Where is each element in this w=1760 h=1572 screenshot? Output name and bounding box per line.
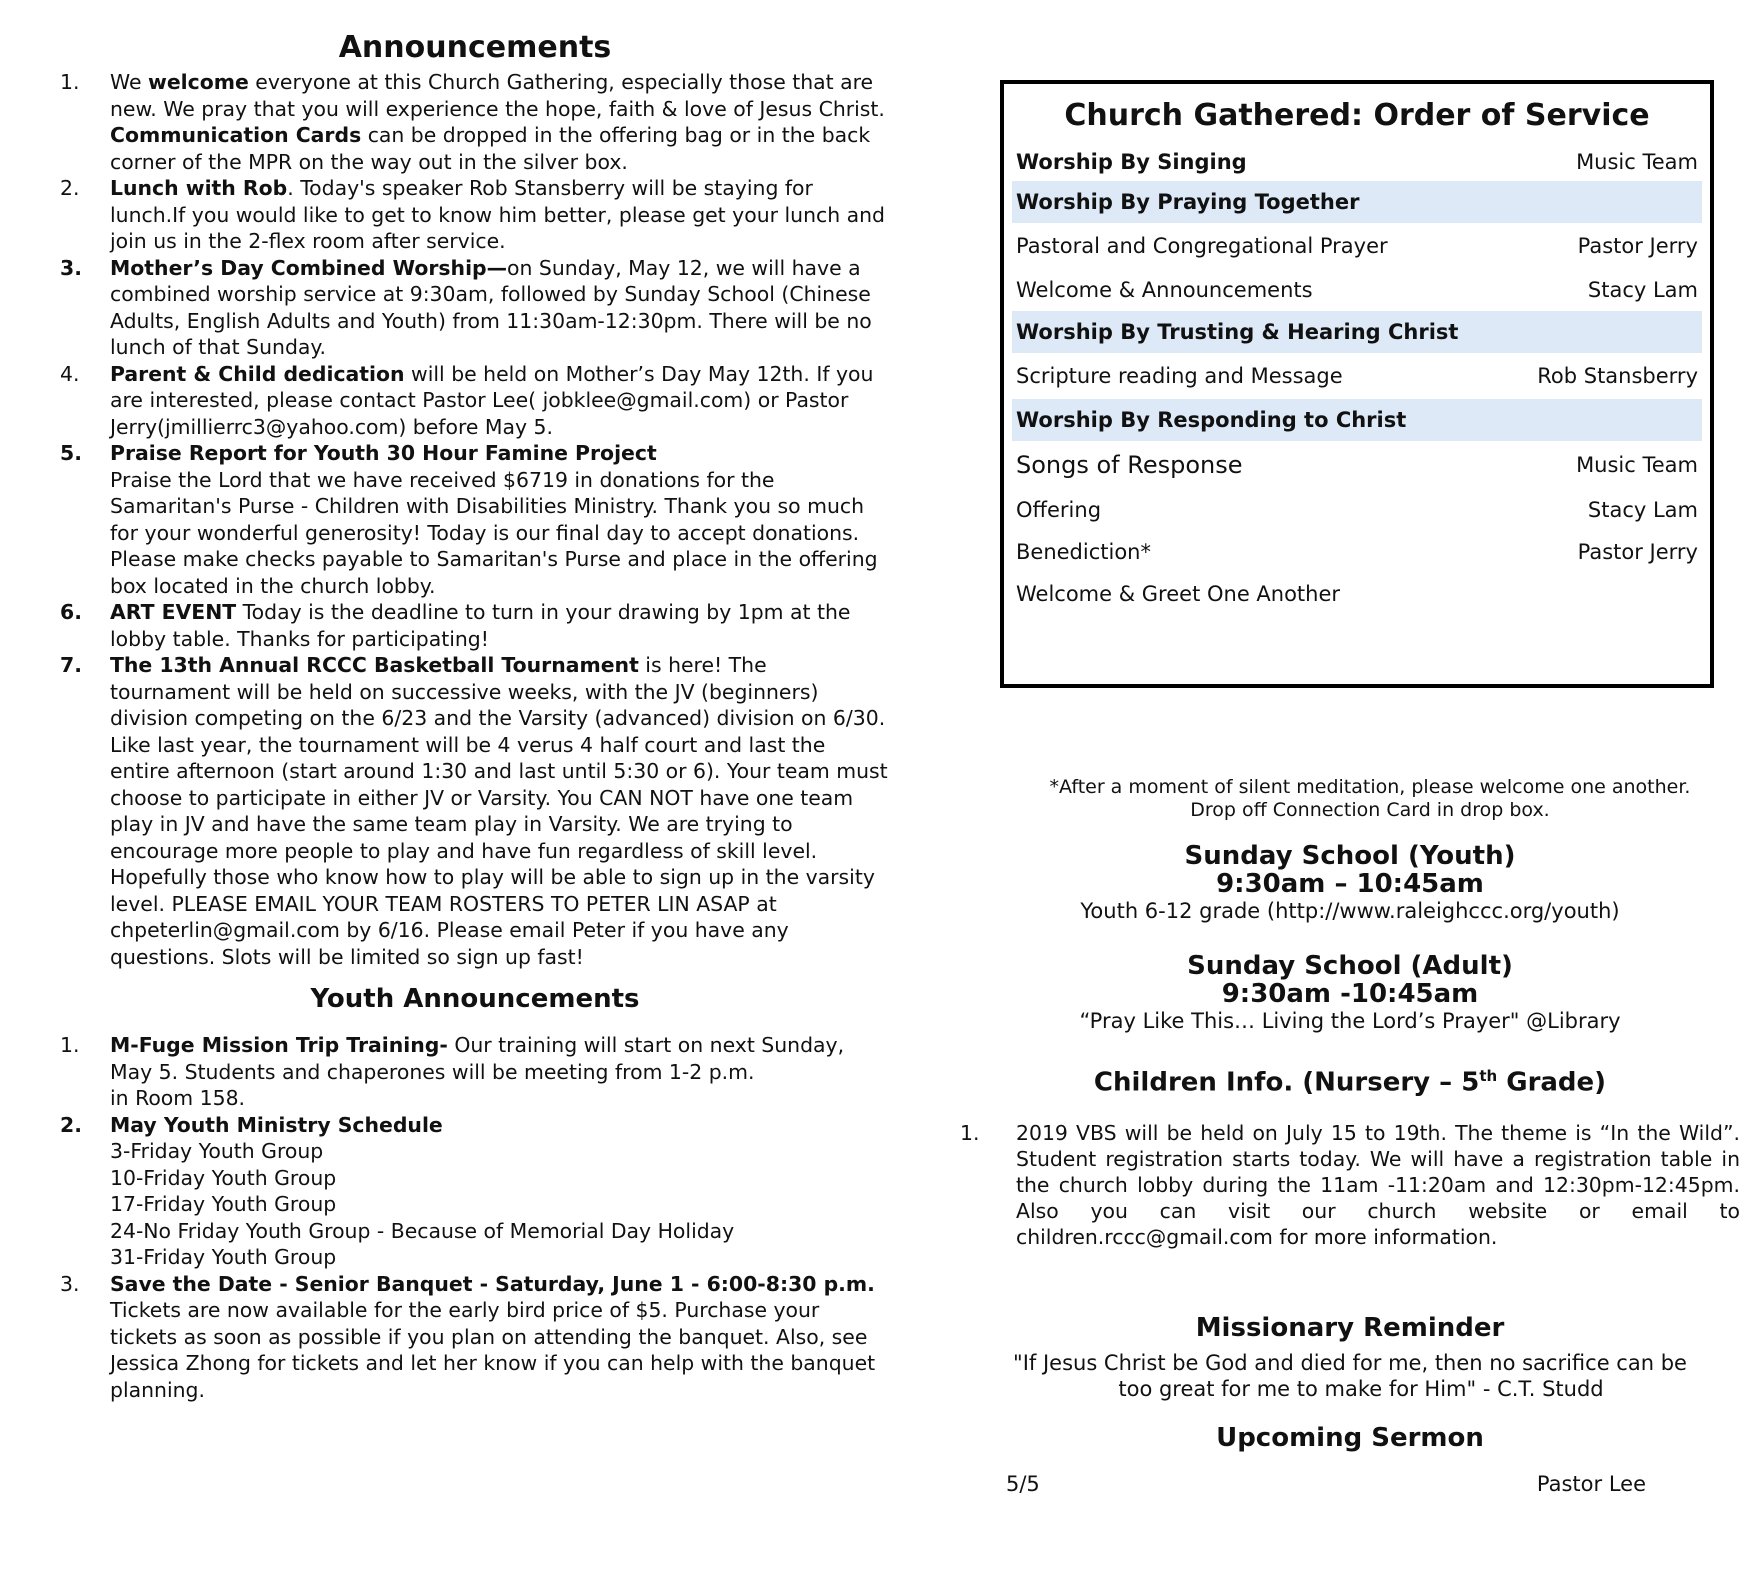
meditation-note: *After a moment of silent meditation, please welcome one another. Drop off Connection Card in drop box. — [1049, 776, 1691, 821]
service-row — [1012, 531, 1702, 573]
youth-announcements-title: Youth Announcements — [310, 984, 640, 1014]
item-text: We — [110, 70, 148, 94]
service-row — [1012, 311, 1702, 353]
order-of-service-rows — [1012, 143, 1702, 615]
item-heading: M-Fuge Mission Trip Training- — [110, 1033, 448, 1057]
announcements-list — [60, 69, 890, 970]
item-number: 5. — [60, 441, 82, 465]
service-item: Worship By Singing — [1016, 150, 1247, 174]
service-row — [1012, 399, 1702, 441]
service-item: Songs of Response — [1016, 451, 1243, 479]
missionary-reminder-title: Missionary Reminder — [1195, 1313, 1505, 1343]
service-role: Music Team — [1576, 150, 1698, 174]
item-text: everyone at this Church Gathering, especially those that are new. We pray that you will experience the hope, faith & love of Jesus Christ. — [110, 70, 885, 121]
item-heading: welcome — [148, 70, 249, 94]
schedule-line: 24-No Friday Youth Group - Because of Memorial Day Holiday — [110, 1218, 735, 1243]
left-column — [60, 22, 890, 1403]
item-number: 7. — [60, 653, 82, 677]
order-of-service-box — [1000, 80, 1714, 688]
item-number: 2. — [60, 1112, 82, 1137]
item-heading: The 13th Annual RCCC Basketball Tournament — [110, 653, 639, 677]
missionary-reminder — [960, 1314, 1740, 1402]
schedule-line: 17-Friday Youth Group — [110, 1192, 337, 1216]
missionary-quote-line: "If Jesus Christ be God and died for me, then no sacrifice can be — [1013, 1351, 1687, 1375]
service-item: Worship By Trusting & Hearing Christ — [1016, 320, 1459, 344]
item-text: is here! The tournament will be held on successive weeks, with the JV (beginners) division competing on the 6/23 and the Varsity (advanced) division on 6/30. Like last year, the tournament will be 4 verus 4 half court and last the entire afternoon (start around 1:30 and last until 5:30 or 6). Your team must choose to participate in either JV or Varsity. You CAN NOT have one team play in JV and have the same team play in Varsity. We are trying to encourage more people to play and have fun regardless of skill level. Hopefully those who know how to play will be able to sign up in the varsity level. PLEASE EMAIL YOUR TEAM ROSTERS TO PETER LIN ASAP at chpeterlin@gmail.com by 6/16. Please email Peter if you have any questions. Slots will be limited so sign up fast! — [110, 653, 888, 969]
list-item — [60, 440, 890, 599]
service-role: Stacy Lam — [1587, 278, 1698, 302]
item-text: Today is the deadline to turn in your drawing by 1pm at the lobby table. Thanks for participating! — [110, 600, 851, 651]
item-heading: May Youth Ministry Schedule — [110, 1112, 443, 1137]
sunday-school-youth-detail: Youth 6-12 grade (http://www.raleighccc.org/youth) — [1080, 899, 1620, 923]
service-item: Worship By Responding to Christ — [1016, 408, 1407, 432]
service-item: Pastoral and Congregational Prayer — [1016, 234, 1388, 258]
list-item — [60, 255, 890, 361]
upcoming-sermon-row — [1006, 1472, 1646, 1496]
children-info-title: Children Info. (Nursery – 5th Grade) — [1093, 1067, 1607, 1098]
children-info-text: 2019 VBS will be held on July 15 to 19th. The theme is “In the Wild”. Student registration starts today. We will have a registration table in the church lobby during the 11am -11:20am and 12:30pm-12:45pm. Also you can visit our church website or email to children.rccc@gmail.com for more information. — [1016, 1121, 1740, 1249]
item-text: . Today's speaker Rob Stansberry will be staying for lunch.If you would like to get to know him better, please get your lunch and join us in the 2-flex room after service. — [110, 176, 885, 253]
item-heading: Save the Date - Senior Banquet - Saturday, June 1 - 6:00-8:30 p.m. — [110, 1271, 875, 1296]
service-item: Welcome & Announcements — [1016, 278, 1313, 302]
service-role: Rob Stansberry — [1537, 364, 1698, 388]
item-heading: Communication Cards — [110, 123, 362, 147]
list-item — [60, 1032, 890, 1112]
item-number: 4. — [60, 361, 80, 386]
item-heading: Mother’s Day Combined Worship— — [110, 255, 508, 280]
sunday-school-youth-time: 9:30am – 10:45am — [1216, 869, 1484, 899]
item-number: 3. — [60, 1271, 80, 1296]
sunday-school-adult-time: 9:30am -10:45am — [1221, 979, 1479, 1009]
item-heading: Lunch with Rob — [110, 176, 288, 200]
list-item — [60, 69, 890, 175]
item-number: 3. — [60, 255, 82, 280]
sunday-school-youth — [960, 842, 1740, 924]
sunday-school-adult-title: Sunday School (Adult) — [1187, 951, 1513, 981]
children-info-list — [960, 1120, 1740, 1250]
item-number: 6. — [60, 600, 82, 624]
item-text-line: in Room 158. — [110, 1086, 246, 1110]
service-item: Offering — [1016, 498, 1102, 522]
service-row — [1012, 223, 1702, 269]
missionary-quote-line: too great for me to make for Him" - C.T. Studd — [1118, 1377, 1604, 1401]
service-item: Scripture reading and Message — [1016, 364, 1343, 388]
service-row — [1012, 573, 1702, 615]
list-item — [60, 1271, 890, 1404]
schedule-line: 10-Friday Youth Group — [110, 1165, 337, 1190]
service-row — [1012, 269, 1702, 311]
service-row — [1012, 353, 1702, 399]
list-item — [60, 1112, 890, 1271]
item-heading: Parent & Child dedication — [110, 361, 405, 386]
service-role: Pastor Jerry — [1577, 234, 1698, 258]
list-item — [60, 652, 890, 970]
sermon-speaker: Pastor Lee — [1536, 1472, 1646, 1496]
service-item: Benediction* — [1016, 540, 1151, 564]
schedule-line: 31-Friday Youth Group — [110, 1245, 337, 1269]
item-text: can be dropped in the offering bag or in the back corner of the MPR on the way out in the silver box. — [110, 123, 871, 174]
sunday-school-adult — [960, 952, 1740, 1034]
service-role: Music Team — [1576, 453, 1698, 477]
service-item: Welcome & Greet One Another — [1016, 582, 1341, 606]
item-number: 1. — [60, 70, 80, 94]
service-row — [1012, 181, 1702, 223]
list-item — [60, 361, 890, 441]
service-role: Pastor Jerry — [1577, 540, 1698, 564]
sunday-school-adult-detail: “Pray Like This… Living the Lord’s Prayer" @Library — [1079, 1009, 1621, 1033]
item-text: Our training will start on next Sunday, May 5. Students and chaperones will be meeting from 1-2 p.m. — [110, 1033, 845, 1084]
item-number: 1. — [960, 1121, 980, 1145]
sunday-school-youth-title: Sunday School (Youth) — [1184, 841, 1516, 871]
item-heading: Praise Report for Youth 30 Hour Famine Project — [110, 441, 657, 465]
item-heading: ART EVENT — [110, 600, 237, 624]
service-row — [1012, 441, 1702, 489]
sermon-date: 5/5 — [1006, 1472, 1040, 1496]
upcoming-sermon-title: Upcoming Sermon — [1216, 1423, 1484, 1453]
youth-announcements-list — [60, 1032, 890, 1403]
list-item — [60, 599, 890, 652]
service-row — [1012, 143, 1702, 181]
item-text: Tickets are now available for the early bird price of $5. Purchase your tickets as soon as possible if you plan on attending the banquet. Also, see Jessica Zhong for tickets and let her know if you can help with the banquet planning. — [110, 1298, 876, 1402]
item-number: 1. — [60, 1033, 80, 1057]
service-row — [1012, 489, 1702, 531]
item-text: will be held on Mother’s Day May 12th. If you are interested, please contact Pastor Lee( jobklee@gmail.com) or Pastor Jerry(jmillierrc3@yahoo.com) before May 5. — [110, 361, 874, 439]
list-item — [60, 175, 890, 255]
announcements-title: Announcements — [338, 30, 612, 65]
item-number: 2. — [60, 176, 80, 200]
order-of-service-title: Church Gathered: Order of Service — [1064, 98, 1650, 133]
service-role: Stacy Lam — [1587, 498, 1698, 522]
service-item: Worship By Praying Together — [1016, 190, 1360, 214]
item-text: on Sunday, May 12, we will have a combined worship service at 9:30am, followed by Sunday School (Chinese Adults, English Adults and Youth) from 11:30am-12:30pm. There will be no lunch of that Sunday. — [110, 255, 872, 359]
item-text: Praise the Lord that we have received $6719 in donations for the Samaritan's Purse - Children with Disabilities Ministry. Thank you so much for your wonderful generosity! Today is our final day to accept donations. Please make checks payable to Samaritan's Purse and place in the offering box located in the church lobby. — [110, 467, 878, 598]
schedule-line: 3-Friday Youth Group — [110, 1139, 324, 1163]
